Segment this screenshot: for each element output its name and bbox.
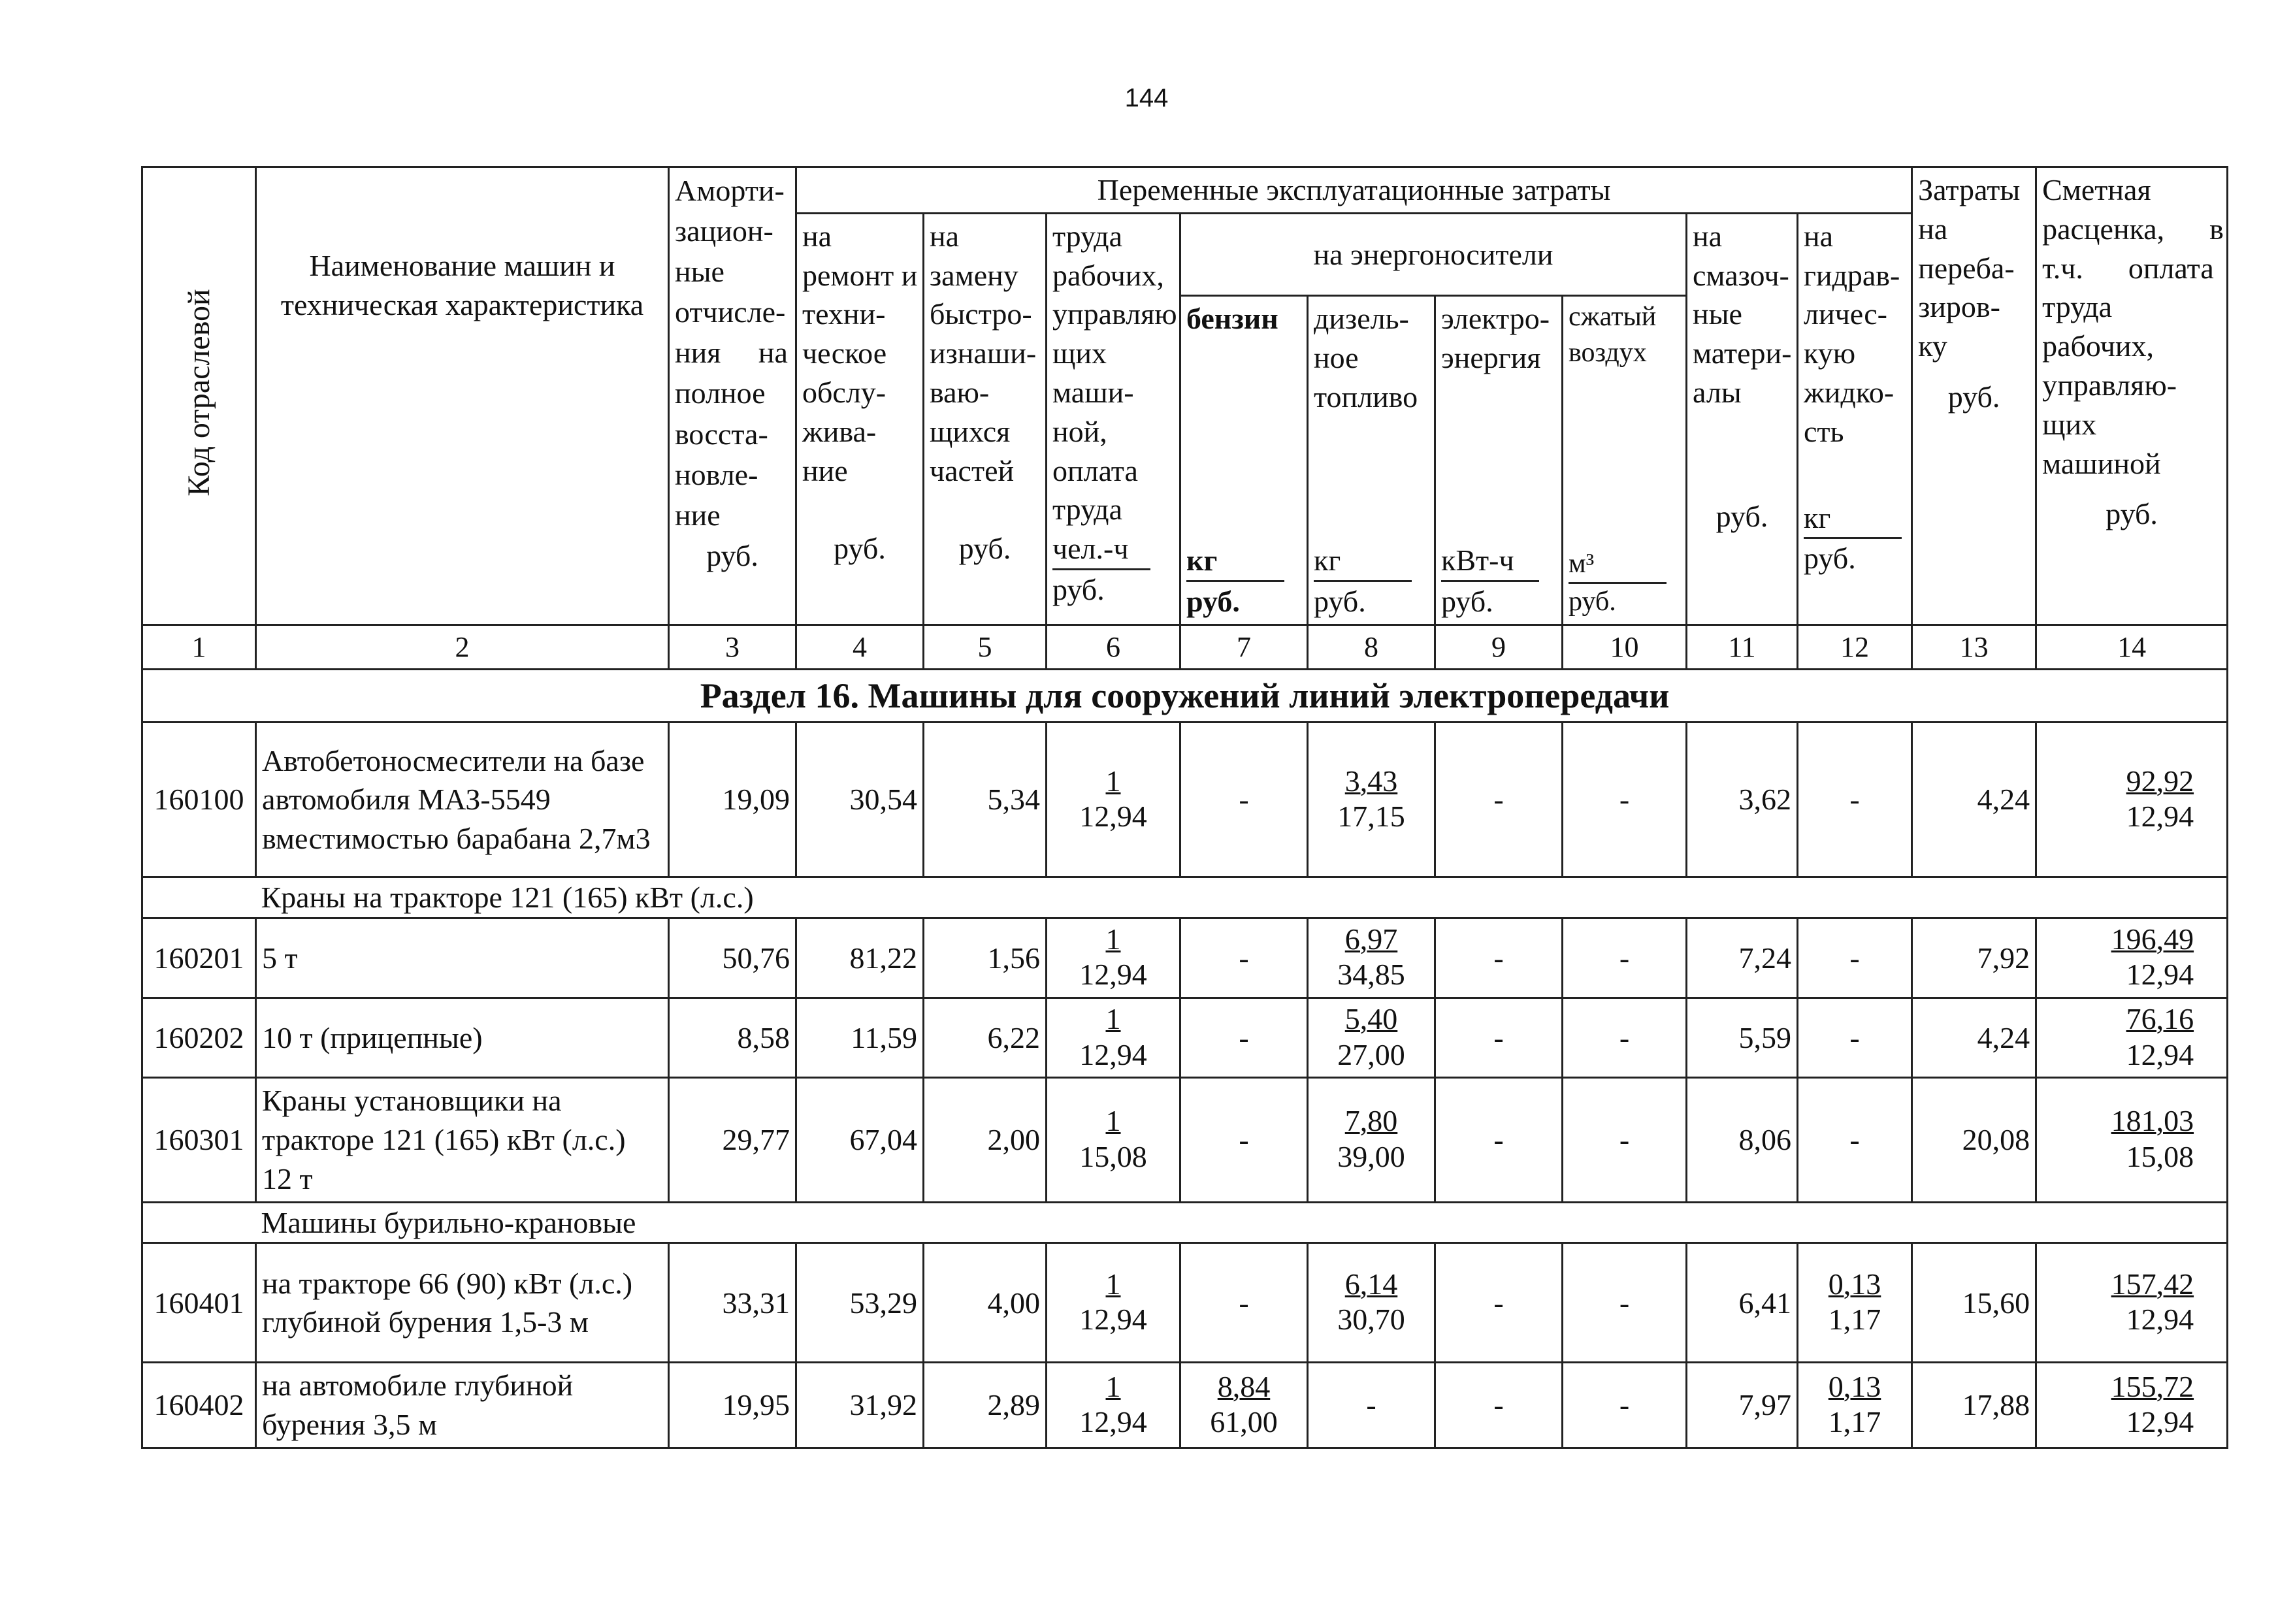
row-name-line: глубиной бурения 1,5-3 м <box>262 1305 589 1339</box>
fraction-top: 157,42 <box>2111 1267 2194 1301</box>
fraction-top: 1 <box>1105 1002 1121 1036</box>
hydraulic-value <box>1798 1243 1912 1363</box>
row-name-line: 12 т <box>262 1161 313 1195</box>
header-rebasing-line: переба- <box>1918 251 2015 285</box>
row-code: 160401 <box>142 1243 256 1363</box>
electricity-value: - <box>1435 1363 1563 1448</box>
header-labor-unit-bottom: руб. <box>1052 572 1105 606</box>
row-name <box>256 1243 669 1363</box>
header-electricity-label <box>1441 299 1556 541</box>
header-parts <box>924 213 1047 625</box>
header-amortization-line: Аморти- <box>675 174 785 207</box>
repair-value: 81,22 <box>796 918 924 998</box>
electricity-value: - <box>1435 1078 1563 1202</box>
header-repair-line: жива- <box>802 414 877 448</box>
lubricants-value: 5,59 <box>1687 998 1798 1078</box>
repair-value: 11,59 <box>796 998 924 1078</box>
header-diesel-unit-top: кг <box>1314 541 1412 582</box>
group-code-empty <box>142 877 256 918</box>
fraction-top: 92,92 <box>2126 764 2194 798</box>
fraction-bottom: 17,15 <box>1337 800 1405 834</box>
repair-value: 67,04 <box>796 1078 924 1202</box>
header-electricity-unit-bottom: руб. <box>1441 585 1493 619</box>
labor-value <box>1047 918 1180 998</box>
estimate-value <box>2036 998 2228 1078</box>
header-labor-line: ной, <box>1052 414 1107 448</box>
column-number-row <box>142 625 2228 670</box>
header-labor-line: оплата <box>1052 453 1138 487</box>
header-estimate-line: расценка, в <box>2042 212 2224 246</box>
row-name <box>256 998 669 1078</box>
row-name <box>256 1363 669 1448</box>
table-row <box>142 1243 2228 1363</box>
amortization-value: 33,31 <box>669 1243 796 1363</box>
header-lubricants-unit: руб. <box>1716 499 1768 533</box>
header-air <box>1563 296 1687 625</box>
row-code: 160402 <box>142 1363 256 1448</box>
table-row <box>142 998 2228 1078</box>
header-repair-line: ческое <box>802 336 887 370</box>
fraction-bottom: 1,17 <box>1828 1405 1881 1439</box>
parts-value: 2,00 <box>924 1078 1047 1202</box>
fraction <box>1210 1369 1278 1440</box>
fraction-top: 6,14 <box>1344 1267 1398 1301</box>
header-energy <box>1180 213 1687 296</box>
fraction-bottom: 61,00 <box>1210 1405 1278 1439</box>
header-lubricants-label <box>1693 217 1791 412</box>
header-repair-line: на <box>802 219 832 253</box>
header-rebasing <box>1912 167 2036 625</box>
row-name-line: на автомобиле глубиной <box>262 1369 574 1403</box>
fraction-bottom: 12,94 <box>1079 958 1147 992</box>
group-code-empty <box>142 1202 256 1243</box>
header-estimate-unit: руб. <box>2106 497 2158 531</box>
header-petrol <box>1180 296 1308 625</box>
header-electricity-line: электро- <box>1441 302 1550 336</box>
column-number: 4 <box>796 625 924 670</box>
fraction-bottom: 1,17 <box>1828 1303 1881 1337</box>
electricity-value: - <box>1435 998 1563 1078</box>
row-name-line: 10 т (прицепные) <box>262 1020 483 1054</box>
fraction <box>1079 1103 1147 1175</box>
header-parts-line: ваю- <box>930 375 990 409</box>
rebasing-value: 17,88 <box>1912 1363 2036 1448</box>
header-petrol-unit-bottom: руб. <box>1186 585 1240 619</box>
header-code <box>142 167 256 625</box>
header-repair-label <box>802 217 917 491</box>
header-hydraulic-line: личес- <box>1804 297 1888 331</box>
header-parts-line: щихся <box>930 414 1011 448</box>
lubricants-value: 8,06 <box>1687 1078 1798 1202</box>
fraction-top: 155,72 <box>2111 1369 2194 1403</box>
header-hydraulic-unit-bottom: руб. <box>1804 542 1856 576</box>
lubricants-value: 3,62 <box>1687 723 1798 877</box>
petrol-value: - <box>1180 723 1308 877</box>
fraction-top: 1 <box>1105 764 1121 798</box>
fraction <box>1337 1001 1405 1073</box>
rebasing-value: 4,24 <box>1912 998 2036 1078</box>
fraction-top: 3,43 <box>1344 764 1398 798</box>
row-name <box>256 918 669 998</box>
header-electricity-line: энергия <box>1441 341 1541 375</box>
header-diesel-line: ное <box>1314 341 1359 375</box>
fraction-top: 0,13 <box>1828 1267 1881 1301</box>
header-labor <box>1047 213 1180 625</box>
fraction-bottom: 12,94 <box>1079 800 1147 834</box>
row-code: 160202 <box>142 998 256 1078</box>
row-name-line: бурения 3,5 м <box>262 1408 438 1442</box>
fraction-bottom: 12,94 <box>1079 1405 1147 1439</box>
header-amortization-line: восста- <box>675 417 768 451</box>
repair-value: 53,29 <box>796 1243 924 1363</box>
amortization-value: 8,58 <box>669 998 796 1078</box>
fraction-bottom: 30,70 <box>1337 1303 1405 1337</box>
fraction <box>1337 1267 1405 1338</box>
fraction-bottom: 12,94 <box>2126 1405 2194 1439</box>
header-name <box>256 167 669 625</box>
header-amortization-line: новле- <box>675 457 758 491</box>
header-lubricants-line: смазоч- <box>1693 258 1789 292</box>
row-name-line: автомобиля МАЗ-5549 <box>262 783 551 817</box>
lubricants-value: 6,41 <box>1687 1243 1798 1363</box>
rebasing-value: 4,24 <box>1912 723 2036 877</box>
header-lubricants-line: ные <box>1693 297 1742 331</box>
row-name-line: 5 т <box>262 941 298 975</box>
fraction <box>1337 764 1405 835</box>
row-name-line: вместимостью барабана 2,7м3 <box>262 822 651 856</box>
column-number: 12 <box>1798 625 1912 670</box>
header-hydraulic-unit-top: кг <box>1804 498 1902 540</box>
header-diesel-line: дизель- <box>1314 302 1409 336</box>
fraction-bottom: 12,94 <box>2126 958 2194 992</box>
row-name-line: Краны установщики на <box>262 1084 562 1118</box>
header-labor-line: труда <box>1052 219 1122 253</box>
header-amortization-unit: руб. <box>706 538 758 572</box>
parts-value: 5,34 <box>924 723 1047 877</box>
header-parts-line: замену <box>930 258 1018 292</box>
repair-value: 30,54 <box>796 723 924 877</box>
estimate-value <box>2036 1243 2228 1363</box>
labor-value <box>1047 723 1180 877</box>
row-code: 160100 <box>142 723 256 877</box>
lubricants-value: 7,97 <box>1687 1363 1798 1448</box>
column-number: 1 <box>142 625 256 670</box>
fraction <box>1079 764 1147 835</box>
fraction <box>2126 764 2194 835</box>
header-lubricants <box>1687 213 1798 625</box>
header-hydraulic-line: сть <box>1804 414 1844 448</box>
header-parts-line: изнаши- <box>930 336 1037 370</box>
air-value: - <box>1563 1243 1687 1363</box>
section-row <box>142 670 2228 723</box>
header-rebasing-line: зиров- <box>1918 290 2000 324</box>
estimate-value <box>2036 723 2228 877</box>
table-row <box>142 1363 2228 1448</box>
fraction-bottom: 12,94 <box>2126 800 2194 834</box>
header-estimate <box>2036 167 2228 625</box>
header-hydraulic-line: гидрав- <box>1804 258 1900 292</box>
header-repair-line: техни- <box>802 297 886 331</box>
diesel-value <box>1308 1243 1435 1363</box>
header-amortization-label <box>675 171 790 536</box>
header-amortization-line: ные <box>675 255 724 289</box>
header-air-line: воздух <box>1569 338 1647 368</box>
petrol-value: - <box>1180 918 1308 998</box>
rebasing-value: 15,60 <box>1912 1243 2036 1363</box>
diesel-value <box>1308 723 1435 877</box>
parts-value: 2,89 <box>924 1363 1047 1448</box>
header-repair-unit: руб. <box>834 532 886 566</box>
fraction <box>1079 922 1147 993</box>
row-name-line: на тракторе 66 (90) кВт (л.с.) <box>262 1266 633 1300</box>
header-amortization <box>669 167 796 625</box>
fraction-top: 6,97 <box>1344 922 1398 956</box>
group-row <box>142 1202 2228 1243</box>
header-amortization-line: отчисле- <box>675 295 786 329</box>
column-number: 8 <box>1308 625 1435 670</box>
header-rebasing-unit: руб. <box>1947 380 2000 414</box>
header-hydraulic-line: жидко- <box>1804 375 1895 409</box>
diesel-value <box>1308 1078 1435 1202</box>
header-parts-unit: руб. <box>958 532 1011 566</box>
header-lubricants-line: матери- <box>1693 336 1792 370</box>
header-parts-label <box>930 217 1040 491</box>
header-petrol-label: бензин <box>1186 302 1278 336</box>
estimate-value <box>2036 1078 2228 1202</box>
column-number: 2 <box>256 625 669 670</box>
hydraulic-value <box>1798 1363 1912 1448</box>
header-rebasing-line: ку <box>1918 329 1947 363</box>
row-code: 160301 <box>142 1078 256 1202</box>
petrol-value: - <box>1180 998 1308 1078</box>
hydraulic-value: - <box>1798 723 1912 877</box>
header-variable-costs <box>796 167 1912 214</box>
row-code: 160201 <box>142 918 256 998</box>
header-labor-line: управляю <box>1052 297 1177 331</box>
header-air-line: сжатый <box>1569 302 1657 333</box>
header-petrol-unit-top: кг <box>1186 541 1284 582</box>
air-value: - <box>1563 1078 1687 1202</box>
header-air-unit-bottom: руб. <box>1569 587 1616 617</box>
header-labor-line: рабочих, <box>1052 258 1164 292</box>
fraction <box>2126 1001 2194 1073</box>
petrol-value: - <box>1180 1078 1308 1202</box>
fraction-top: 8,84 <box>1217 1369 1271 1403</box>
header-rebasing-line: Затраты <box>1918 173 2021 206</box>
header-repair <box>796 213 924 625</box>
header-labor-line: щих <box>1052 336 1107 370</box>
fraction-bottom: 12,94 <box>1079 1303 1147 1337</box>
row-name <box>256 723 669 877</box>
amortization-value: 50,76 <box>669 918 796 998</box>
fraction-top: 1 <box>1105 1104 1121 1138</box>
hydraulic-value: - <box>1798 918 1912 998</box>
header-estimate-line: щих <box>2042 407 2097 441</box>
header-repair-line: ние <box>802 453 848 487</box>
header-estimate-line: Сметная <box>2042 173 2151 206</box>
fraction-top: 1 <box>1105 1369 1121 1403</box>
column-number: 10 <box>1563 625 1687 670</box>
header-hydraulic-label <box>1804 217 1906 451</box>
group-title: Краны на тракторе 121 (165) кВт (л.с.) <box>256 877 2228 918</box>
rebasing-value: 7,92 <box>1912 918 2036 998</box>
row-name-line: Автобетоносмесители на базе <box>262 743 645 777</box>
header-parts-line: на <box>930 219 960 253</box>
fraction-bottom: 12,94 <box>2126 1037 2194 1071</box>
fraction-top: 1 <box>1105 922 1121 956</box>
header-amortization-line: зацион- <box>675 214 773 248</box>
column-number: 5 <box>924 625 1047 670</box>
header-amortization-line: ние <box>675 498 721 532</box>
amortization-value: 19,95 <box>669 1363 796 1448</box>
electricity-value: - <box>1435 918 1563 998</box>
fraction-bottom: 27,00 <box>1337 1037 1405 1071</box>
header-estimate-line: труда <box>2042 290 2113 324</box>
header-labor-label <box>1052 217 1177 529</box>
header-amortization-line: ния на <box>675 336 788 370</box>
parts-value: 1,56 <box>924 918 1047 998</box>
group-title: Машины бурильно-крановые <box>256 1202 2228 1243</box>
column-number: 9 <box>1435 625 1563 670</box>
fraction-top: 196,49 <box>2111 922 2194 956</box>
header-repair-line: обслу- <box>802 375 886 409</box>
estimate-value <box>2036 918 2228 998</box>
header-labor-unit-top: чел.-ч <box>1052 529 1150 570</box>
labor-value <box>1047 1243 1180 1363</box>
air-value: - <box>1563 918 1687 998</box>
column-number: 6 <box>1047 625 1180 670</box>
labor-value <box>1047 1363 1180 1448</box>
fraction <box>1337 922 1405 993</box>
repair-value: 31,92 <box>796 1363 924 1448</box>
column-number: 11 <box>1687 625 1798 670</box>
estimate-value <box>2036 1363 2228 1448</box>
fraction-bottom: 39,00 <box>1337 1139 1405 1173</box>
header-diesel-unit-bottom: руб. <box>1314 585 1366 619</box>
fraction-top: 5,40 <box>1344 1002 1398 1036</box>
table-row <box>142 918 2228 998</box>
fraction <box>1829 1267 1881 1338</box>
header-estimate-line: т.ч. оплата <box>2042 251 2214 285</box>
labor-value <box>1047 1078 1180 1202</box>
header-electricity-unit-top: кВт-ч <box>1441 541 1539 582</box>
fraction <box>2111 1267 2194 1338</box>
header-hydraulic-line: на <box>1804 219 1834 253</box>
header-amortization-line: полное <box>675 376 766 410</box>
labor-value <box>1047 998 1180 1078</box>
electricity-value: - <box>1435 723 1563 877</box>
group-row <box>142 877 2228 918</box>
fraction <box>2111 1103 2194 1175</box>
header-lubricants-line: алы <box>1693 375 1742 409</box>
machine-rates-table <box>141 166 2228 1449</box>
air-value: - <box>1563 723 1687 877</box>
hydraulic-value: - <box>1798 998 1912 1078</box>
header-electricity <box>1435 296 1563 625</box>
electricity-value: - <box>1435 1243 1563 1363</box>
header-lubricants-line: на <box>1693 219 1723 253</box>
fraction-bottom: 34,85 <box>1337 958 1405 992</box>
fraction-top: 181,03 <box>2111 1104 2194 1138</box>
fraction <box>1079 1267 1147 1338</box>
header-energy-label: на энергоносители <box>1313 237 1553 271</box>
header-diesel-line: топливо <box>1314 380 1418 414</box>
petrol-value <box>1180 1363 1308 1448</box>
column-number: 7 <box>1180 625 1308 670</box>
header-name-label: Наименование машин и техническая характеристика <box>280 249 644 321</box>
row-name <box>256 1078 669 1202</box>
header-hydraulic-line: кую <box>1804 336 1856 370</box>
header-labor-line: труда <box>1052 493 1122 527</box>
diesel-value <box>1308 918 1435 998</box>
header-estimate-line: машиной <box>2042 446 2161 480</box>
parts-value: 6,22 <box>924 998 1047 1078</box>
fraction <box>1079 1001 1147 1073</box>
fraction <box>1337 1103 1405 1175</box>
header-rebasing-label <box>1918 171 2030 366</box>
page-number: 144 <box>1124 84 1169 112</box>
column-number: 14 <box>2036 625 2228 670</box>
fraction <box>1829 1369 1881 1440</box>
hydraulic-value: - <box>1798 1078 1912 1202</box>
column-number: 3 <box>669 625 796 670</box>
fraction <box>1079 1369 1147 1440</box>
parts-value: 4,00 <box>924 1243 1047 1363</box>
section-title: Раздел 16. Машины для сооружений линий электропередачи <box>142 670 2228 723</box>
lubricants-value: 7,24 <box>1687 918 1798 998</box>
header-parts-line: быстро- <box>930 297 1032 331</box>
header-variable-costs-label: Переменные эксплуатационные затраты <box>1097 173 1611 206</box>
table-row <box>142 1078 2228 1202</box>
fraction-bottom: 12,94 <box>2126 1303 2194 1337</box>
fraction-bottom: 15,08 <box>1079 1139 1147 1173</box>
header-parts-line: частей <box>930 453 1015 487</box>
fraction-top: 1 <box>1105 1267 1121 1301</box>
amortization-value: 29,77 <box>669 1078 796 1202</box>
header-code-label: Код отраслевой <box>181 289 216 496</box>
header-estimate-label <box>2042 171 2224 483</box>
header-diesel-label <box>1314 299 1429 541</box>
header-rebasing-line: на <box>1918 212 1948 246</box>
petrol-value: - <box>1180 1243 1308 1363</box>
fraction-top: 7,80 <box>1344 1104 1398 1138</box>
fraction-top: 0,13 <box>1828 1369 1881 1403</box>
diesel-value: - <box>1308 1363 1435 1448</box>
fraction-top: 76,16 <box>2126 1002 2194 1036</box>
rebasing-value: 20,08 <box>1912 1078 2036 1202</box>
header-air-label <box>1569 299 1680 546</box>
header-estimate-line: управляю- <box>2042 368 2177 402</box>
fraction-bottom: 15,08 <box>2126 1139 2194 1173</box>
column-number: 13 <box>1912 625 2036 670</box>
table-row <box>142 723 2228 877</box>
amortization-value: 19,09 <box>669 723 796 877</box>
fraction <box>2111 1369 2194 1440</box>
header-labor-line: маши- <box>1052 375 1134 409</box>
diesel-value <box>1308 998 1435 1078</box>
header-diesel <box>1308 296 1435 625</box>
fraction <box>2111 922 2194 993</box>
header-estimate-line: рабочих, <box>2042 329 2154 363</box>
air-value: - <box>1563 1363 1687 1448</box>
fraction-bottom: 12,94 <box>1079 1037 1147 1071</box>
row-name-line: тракторе 121 (165) кВт (л.с.) <box>262 1123 626 1157</box>
header-repair-line: ремонт и <box>802 258 918 292</box>
header-hydraulic <box>1798 213 1912 625</box>
air-value: - <box>1563 998 1687 1078</box>
header-air-unit-top: м³ <box>1569 546 1667 584</box>
